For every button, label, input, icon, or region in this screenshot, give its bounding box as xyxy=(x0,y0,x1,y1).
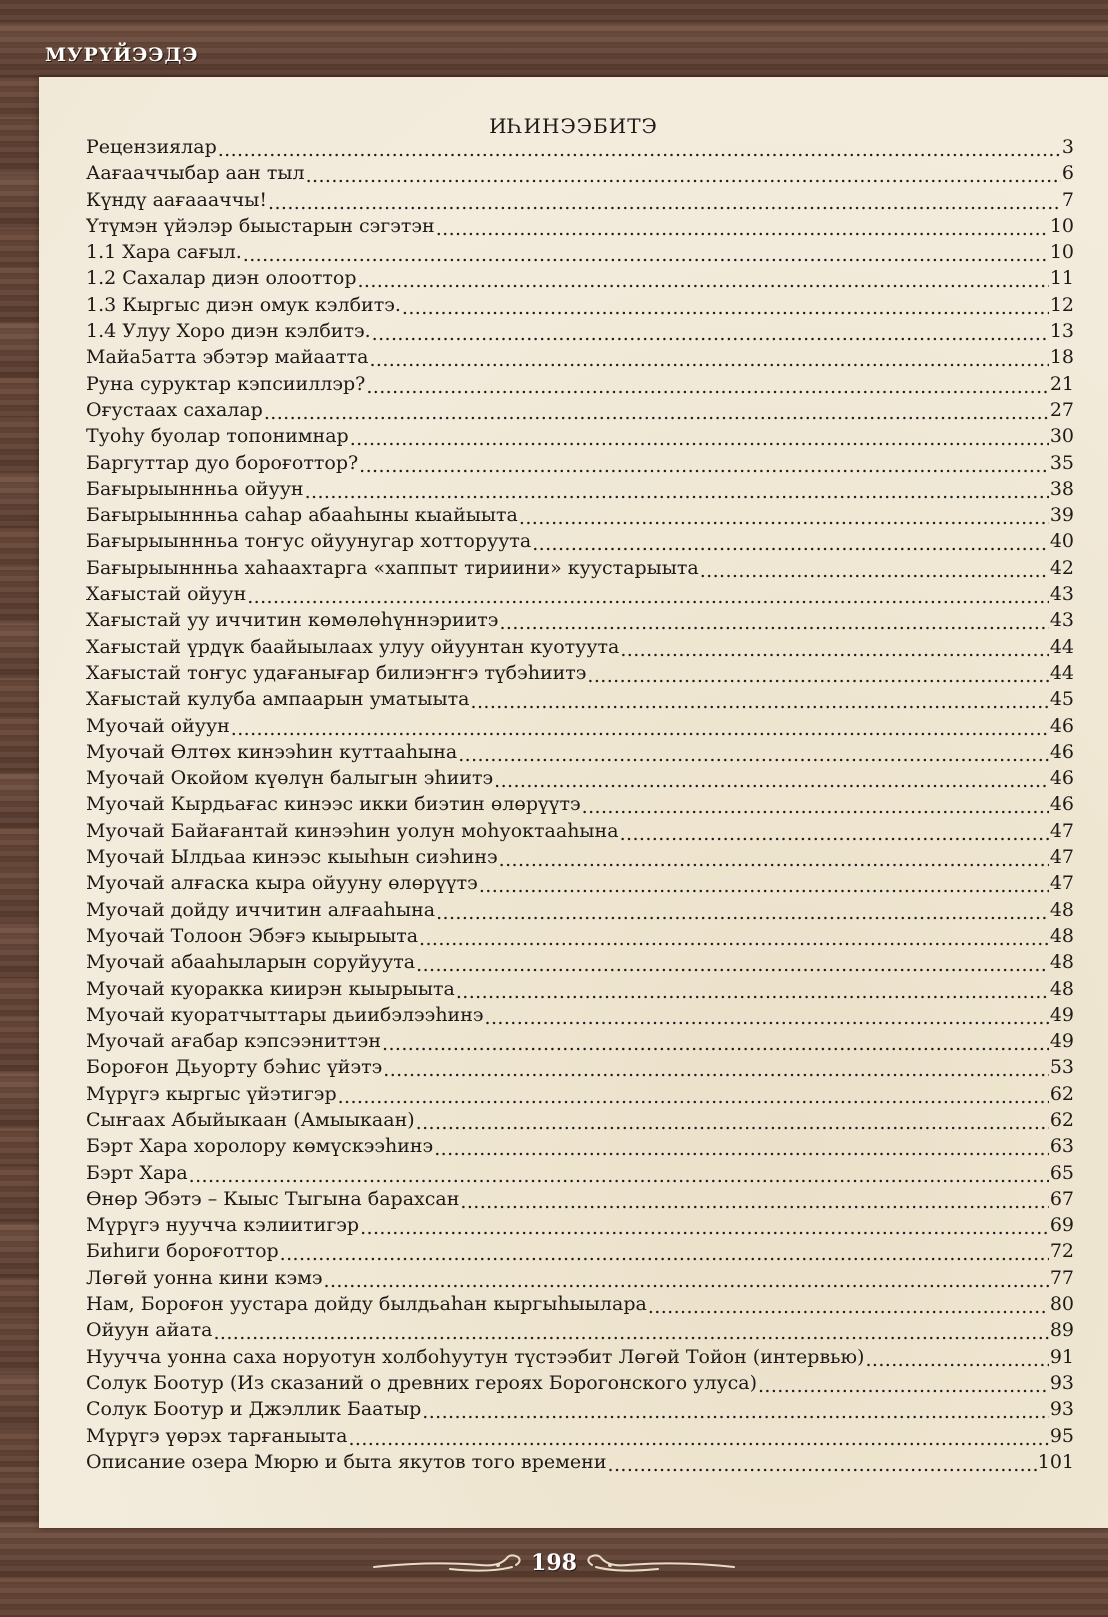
toc-entry xyxy=(86,1398,1074,1424)
toc-entry-label: Муочай Толоон Эбэғэ кыырыыта xyxy=(86,924,419,947)
toc-entry-page: 10 xyxy=(1049,214,1074,237)
toc-entry-label: Аағааччыбар аан тыл xyxy=(86,162,305,185)
toc-dot-leader xyxy=(231,718,1049,740)
toc-entry-label: 1.3 Кыргыс диэн омук кэлбитэ. xyxy=(86,293,401,316)
toc-entry-page: 18 xyxy=(1049,346,1074,369)
toc-entry-page: 62 xyxy=(1049,1108,1074,1131)
toc-entry-label: Муочай абааһыларын соруйуута xyxy=(86,951,416,974)
toc-entry-page: 44 xyxy=(1049,661,1074,684)
toc-entry-page: 39 xyxy=(1049,504,1074,527)
toc-entry-page: 62 xyxy=(1049,1082,1074,1105)
toc-entry-label: Муочай Ылдьаа кинээс кыыһын сиэһинэ xyxy=(86,846,498,869)
toc-entry-label: Ойуун айата xyxy=(86,1319,213,1342)
toc-dot-leader xyxy=(460,1191,1048,1213)
toc-dot-leader xyxy=(436,902,1049,924)
toc-dot-leader xyxy=(499,612,1048,634)
toc-dot-leader xyxy=(700,560,1049,582)
toc-entry xyxy=(86,294,1074,320)
toc-entry xyxy=(86,688,1074,714)
toc-entry-label: Солук Боотур (Из сказаний о древних героях Борогонского улуса) xyxy=(86,1371,757,1394)
running-header: МУРҮЙЭЭДЭ xyxy=(45,44,199,66)
toc-title: ИҺИНЭЭБИТЭ xyxy=(489,114,658,138)
toc-entry-page: 53 xyxy=(1049,1056,1074,1079)
toc-entry-page: 47 xyxy=(1049,872,1074,895)
toc-entry-page: 48 xyxy=(1049,951,1074,974)
toc-dot-leader xyxy=(758,1375,1049,1397)
toc-entry xyxy=(86,1004,1074,1030)
toc-entry-page: 46 xyxy=(1049,767,1074,790)
toc-entry-label: Үтүмэн үйэлэр быыстарын сэгэтэн xyxy=(86,214,435,237)
toc-dot-leader xyxy=(499,849,1049,871)
toc-entry-label: 1.2 Сахалар диэн олооттор xyxy=(86,267,357,290)
toc-entry-page: 91 xyxy=(1049,1345,1074,1368)
toc-entry-page: 49 xyxy=(1049,1030,1074,1053)
toc-entry-page: 69 xyxy=(1049,1214,1074,1237)
toc-entry xyxy=(86,530,1074,556)
toc-entry-label: Муочай алғаска кыра ойууну өлөрүүтэ xyxy=(86,872,478,895)
toc-entry xyxy=(86,241,1074,267)
toc-entry-page: 45 xyxy=(1049,688,1074,711)
toc-dot-leader xyxy=(324,1270,1049,1292)
toc-entry-label: Муочай куоракка киирэн кыырыыта xyxy=(86,977,455,1000)
toc-dot-leader xyxy=(422,1401,1049,1423)
toc-entry xyxy=(86,609,1074,635)
toc-dot-leader xyxy=(306,165,1061,187)
toc-dot-leader xyxy=(532,533,1049,555)
toc-entry-label: Лөгөй уонна кини кэмэ xyxy=(86,1266,323,1289)
toc-dot-leader xyxy=(350,428,1049,450)
toc-entry xyxy=(86,1162,1074,1188)
toc-entry-label: Муочай дойду иччитин алғааһына xyxy=(86,898,436,921)
toc-dot-leader xyxy=(243,244,1049,266)
toc-entry xyxy=(86,215,1074,241)
toc-dot-leader xyxy=(280,1243,1049,1265)
toc-entry xyxy=(86,741,1074,767)
toc-entry-page: 48 xyxy=(1049,924,1074,947)
toc-entry-label: Нам, Бороғон уустара дойду былдьаһан кыргыһыылара xyxy=(86,1293,647,1316)
toc-entry xyxy=(86,715,1074,741)
toc-dot-leader xyxy=(357,270,1048,292)
toc-dot-leader xyxy=(620,639,1048,661)
toc-entry xyxy=(86,399,1074,425)
toc-entry xyxy=(86,189,1074,215)
toc-entry-label: Майа5атта эбэтэр майаатта xyxy=(86,346,369,369)
toc-entry-page: 44 xyxy=(1049,635,1074,658)
toc-entry-page: 43 xyxy=(1049,583,1074,606)
toc-entry-label: Муочай ағабар кэпсээниттэн xyxy=(86,1030,381,1053)
toc-entry-page: 3 xyxy=(1061,136,1074,158)
toc-entry xyxy=(86,136,1074,162)
toc-entry xyxy=(86,1240,1074,1266)
toc-entry xyxy=(86,504,1074,530)
toc-entry-page: 77 xyxy=(1049,1266,1074,1289)
toc-entry xyxy=(86,478,1074,504)
toc-entry-page: 21 xyxy=(1049,372,1074,395)
toc-entry-label: Муочай Байағантай кинээһин уолун моһуоктааһына xyxy=(86,819,619,842)
toc-dot-leader xyxy=(471,691,1049,713)
toc-entry-label: Хағыстай үрдүк баайыылаах улуу ойуунтан куотуута xyxy=(86,635,620,658)
toc-entry-label: Баргуттар дуо бороғоттор? xyxy=(86,451,359,474)
toc-entry xyxy=(86,1109,1074,1135)
toc-dot-leader xyxy=(218,139,1061,161)
toc-entry xyxy=(86,872,1074,898)
toc-entry-label: Муочай ойуун xyxy=(86,714,230,737)
toc-entry-page: 12 xyxy=(1049,293,1074,316)
toc-dot-leader xyxy=(519,507,1049,529)
toc-entry xyxy=(86,583,1074,609)
page-paper xyxy=(39,77,1108,1528)
toc-entry-page: 63 xyxy=(1049,1135,1074,1158)
toc-entry xyxy=(86,1372,1074,1398)
toc-entry-label: Мүрүгэ кыргыс үйэтигэр xyxy=(86,1082,337,1105)
toc-dot-leader xyxy=(485,1007,1049,1029)
toc-entry-page: 46 xyxy=(1049,740,1074,763)
toc-entry xyxy=(86,1056,1074,1082)
toc-entry xyxy=(86,320,1074,346)
toc-dot-leader xyxy=(458,744,1049,766)
toc-entry-label: Хағыстай кулуба ампаарын уматыыта xyxy=(86,688,470,711)
toc-entry-page: 93 xyxy=(1049,1398,1074,1421)
toc-dot-leader xyxy=(213,1322,1048,1344)
toc-entry xyxy=(86,1135,1074,1161)
toc-entry-page: 35 xyxy=(1049,451,1074,474)
toc-entry-page: 48 xyxy=(1049,898,1074,921)
toc-entry-label: Мүрүгэ үөрэх тарғаныыта xyxy=(86,1424,348,1447)
toc-entry xyxy=(86,767,1074,793)
toc-entry xyxy=(86,1425,1074,1451)
toc-dot-leader xyxy=(382,1033,1049,1055)
toc-dot-leader xyxy=(348,1428,1048,1450)
toc-entry xyxy=(86,425,1074,451)
toc-dot-leader xyxy=(416,954,1049,976)
toc-entry-page: 47 xyxy=(1049,819,1074,842)
toc-entry-page: 6 xyxy=(1061,162,1074,185)
toc-entry-label: Хағыстай ойуун xyxy=(86,583,247,606)
toc-entry-page: 93 xyxy=(1049,1371,1074,1394)
toc-entry xyxy=(86,1346,1074,1372)
toc-dot-leader xyxy=(608,1454,1037,1476)
toc-entry-page: 72 xyxy=(1049,1240,1074,1263)
toc-entry-label: Нуучча уонна саха норуотун холбоһуутун түстээбит Лөгөй Тойон (интервью) xyxy=(86,1345,865,1368)
toc-entry-label: Бағырыыннньа саһар абааһыны кыайыыта xyxy=(86,504,518,527)
toc-entry-label: Оғустаах сахалар xyxy=(86,398,263,421)
toc-entry-page: 30 xyxy=(1049,425,1074,448)
toc-entry-label: Бэрт Хара xyxy=(86,1161,188,1184)
toc-entry-label: Руна суруктар кэпсииллэр? xyxy=(86,372,366,395)
toc-dot-leader xyxy=(383,1059,1049,1081)
toc-entry-label: Сыҥаах Абыйыкаан (Амыыкаан) xyxy=(86,1108,415,1131)
toc-entry xyxy=(86,373,1074,399)
toc-entry-label: Муочай Өлтөх кинээһин куттааһына xyxy=(86,740,458,763)
toc-entry-label: Муочай куоратчыттары дьиибэлээһинэ xyxy=(86,1003,484,1026)
toc-entry xyxy=(86,951,1074,977)
toc-entry-page: 47 xyxy=(1049,846,1074,869)
toc-entry xyxy=(86,793,1074,819)
page-number: 198 xyxy=(531,1550,577,1576)
toc-entry xyxy=(86,346,1074,372)
toc-entry-page: 95 xyxy=(1049,1424,1074,1447)
toc-entry-page: 7 xyxy=(1061,188,1074,211)
toc-entry-label: Бағырыыннньа тоҥус ойуунугар хотторуута xyxy=(86,530,532,553)
toc-dot-leader xyxy=(434,1138,1049,1160)
toc-dot-leader xyxy=(369,349,1048,371)
toc-entry-label: Бэрт Хара хоролору көмүскээһинэ xyxy=(86,1135,434,1158)
toc-entry xyxy=(86,1083,1074,1109)
toc-entry xyxy=(86,1267,1074,1293)
toc-dot-leader xyxy=(648,1296,1049,1318)
toc-entry-label: Туоһу буолар топонимнар xyxy=(86,425,349,448)
toc-entry-label: Описание озера Мюрю и быта якутов того времени xyxy=(86,1450,607,1473)
toc-entry-page: 49 xyxy=(1049,1003,1074,1026)
toc-dot-leader xyxy=(587,665,1048,687)
toc-entry-label: Өнөр Эбэтэ – Кыыс Тыгына барахсан xyxy=(86,1187,460,1210)
toc-entry-page: 10 xyxy=(1049,241,1074,264)
toc-entry-label: Рецензиялар xyxy=(86,136,217,158)
toc-entry xyxy=(86,662,1074,688)
toc-entry xyxy=(86,1451,1074,1477)
toc-dot-leader xyxy=(620,823,1049,845)
toc-dot-leader xyxy=(359,455,1049,477)
toc-list xyxy=(86,136,1074,1477)
toc-entry xyxy=(86,1214,1074,1240)
toc-dot-leader xyxy=(305,481,1049,503)
toc-entry-label: Бороғон Дьуорту бэһис үйэтэ xyxy=(86,1056,383,1079)
toc-dot-leader xyxy=(366,376,1048,398)
toc-entry-page: 67 xyxy=(1049,1187,1074,1210)
toc-entry xyxy=(86,899,1074,925)
toc-entry-page: 27 xyxy=(1049,398,1074,421)
toc-entry-label: Хағыстай тоҥус удағанығар билиэҥҥэ түбэһиитэ xyxy=(86,661,587,684)
toc-entry-label: Муочай Кырдьағас кинээс икки биэтин өлөрүүтэ xyxy=(86,793,581,816)
toc-dot-leader xyxy=(264,402,1049,424)
toc-dot-leader xyxy=(247,586,1049,608)
toc-dot-leader xyxy=(479,875,1049,897)
toc-entry-page: 48 xyxy=(1049,977,1074,1000)
toc-entry xyxy=(86,636,1074,662)
toc-entry-page: 46 xyxy=(1049,714,1074,737)
toc-dot-leader xyxy=(338,1086,1049,1108)
toc-entry xyxy=(86,846,1074,872)
toc-entry xyxy=(86,820,1074,846)
toc-entry xyxy=(86,1293,1074,1319)
toc-dot-leader xyxy=(402,297,1049,319)
toc-dot-leader xyxy=(268,192,1061,214)
toc-entry-page: 43 xyxy=(1049,609,1074,632)
toc-entry xyxy=(86,1188,1074,1214)
toc-dot-leader xyxy=(456,981,1049,1003)
toc-dot-leader xyxy=(189,1165,1049,1187)
toc-entry-page: 42 xyxy=(1049,556,1074,579)
toc-entry xyxy=(86,1319,1074,1345)
toc-entry-page: 80 xyxy=(1049,1293,1074,1316)
toc-entry-label: Хағыстай уу иччитин көмөлөһүннэриитэ xyxy=(86,609,499,632)
toc-entry-label: Бағырыыннньа хаһаахтарга «хаппыт тириини» куустарыыта xyxy=(86,556,699,579)
toc-dot-leader xyxy=(419,928,1049,950)
toc-entry-label: Биһиги бороғоттор xyxy=(86,1240,279,1263)
toc-entry-label: Мүрүгэ нуучча кэлиитигэр xyxy=(86,1214,360,1237)
toc-dot-leader xyxy=(436,218,1049,240)
toc-entry-page: 65 xyxy=(1049,1161,1074,1184)
toc-dot-leader xyxy=(865,1349,1048,1371)
toc-entry-label: Муочай Окойом күөлүн балыгын эһиитэ xyxy=(86,767,494,790)
toc-dot-leader xyxy=(372,323,1049,345)
toc-entry xyxy=(86,1030,1074,1056)
toc-entry-label: Бағырыыннньа ойуун xyxy=(86,477,304,500)
toc-entry-page: 46 xyxy=(1049,793,1074,816)
toc-entry xyxy=(86,557,1074,583)
toc-entry-label: Солук Боотур и Джэллик Баатыр xyxy=(86,1398,422,1421)
toc-entry-page: 11 xyxy=(1049,267,1074,290)
toc-dot-leader xyxy=(360,1217,1049,1239)
toc-entry-label: 1.1 Хара сағыл. xyxy=(86,241,242,264)
toc-entry xyxy=(86,267,1074,293)
toc-entry xyxy=(86,925,1074,951)
toc-entry-page: 13 xyxy=(1049,320,1074,343)
toc-entry xyxy=(86,978,1074,1004)
toc-dot-leader xyxy=(582,796,1049,818)
toc-entry-label: 1.4 Улуу Хоро диэн кэлбитэ. xyxy=(86,320,371,343)
toc-dot-leader xyxy=(416,1112,1049,1134)
toc-entry-label: Күндү аағаааччы! xyxy=(86,188,268,211)
toc-dot-leader xyxy=(494,770,1049,792)
toc-entry xyxy=(86,452,1074,478)
toc-entry-page: 101 xyxy=(1037,1450,1074,1473)
toc-entry-page: 38 xyxy=(1049,477,1074,500)
toc-entry-page: 89 xyxy=(1049,1319,1074,1342)
toc-entry-page: 40 xyxy=(1049,530,1074,553)
toc-entry xyxy=(86,162,1074,188)
